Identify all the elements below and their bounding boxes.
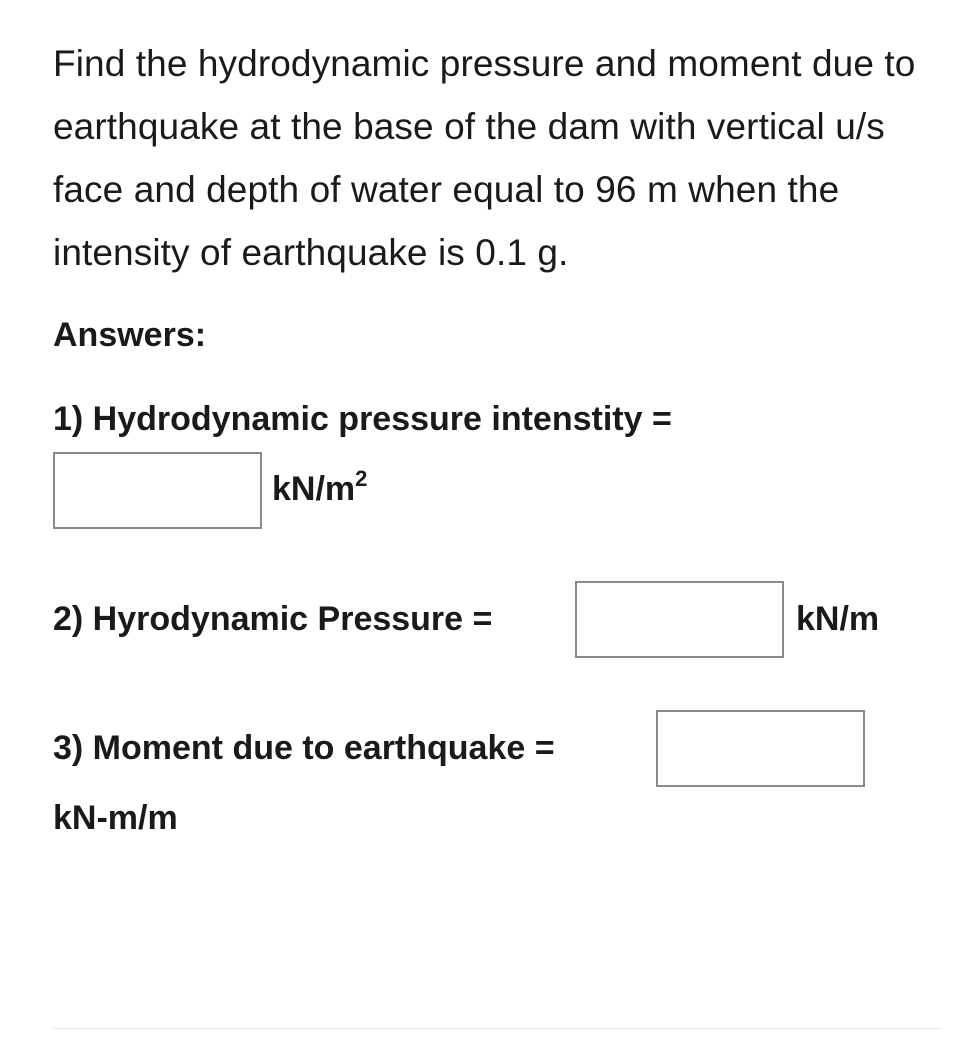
question-text: Find the hydrodynamic pressure and moment due to earthquake at the base of the dam with vertical u/s face and depth of water equal to 96 m when the intensity of earthquake is 0.1 g.	[53, 43, 916, 273]
answer-2-input[interactable]	[575, 581, 784, 658]
answer-1-input[interactable]	[53, 452, 262, 529]
answer-1-unit-exponent: 2	[355, 465, 368, 491]
answer-2-unit: kN/m	[796, 600, 880, 638]
answer-3-unit: kN-m/m	[53, 799, 178, 837]
answers-heading: Answers:	[53, 316, 207, 354]
answer-3-input[interactable]	[656, 710, 865, 787]
answer-1-unit-base: kN/m	[272, 470, 356, 508]
answer-1-unit	[272, 466, 367, 512]
answer-3-label: 3) Moment due to earthquake =	[53, 729, 555, 767]
bottom-divider	[53, 1028, 940, 1029]
answer-1-label: 1) Hydrodynamic pressure intenstity =	[53, 400, 672, 438]
answer-2-label: 2) Hyrodynamic Pressure =	[53, 600, 493, 638]
